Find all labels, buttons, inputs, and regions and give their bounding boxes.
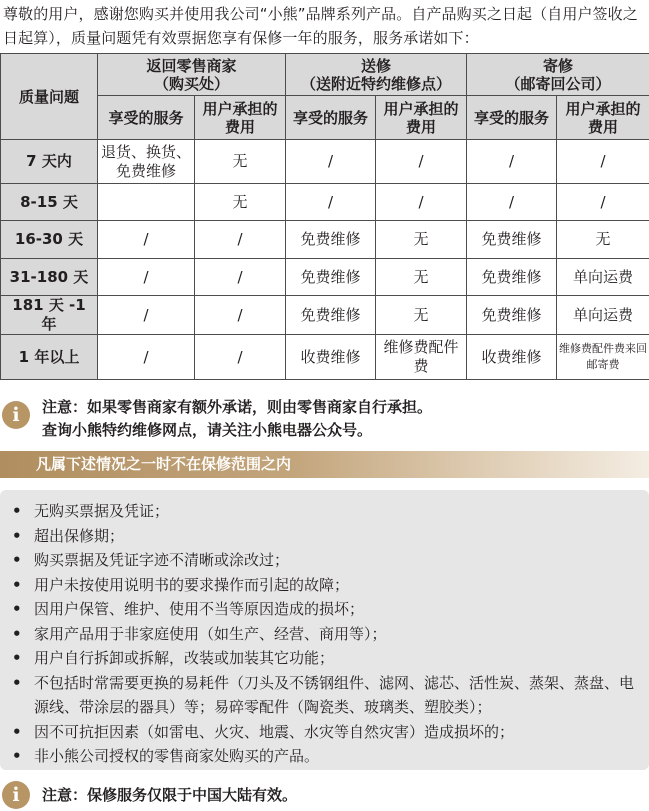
table-row bbox=[1, 221, 649, 259]
table-cell bbox=[98, 184, 195, 221]
list-item-text: 不包括时常需要更换的易耗件（刀头及不锈钢组件、滤网、滤芯、活性炭、蒸架、蒸盘、电源线、带涂层的器具）等；易碎零配件（陶瓷类、玻璃类、塑胶类）； bbox=[34, 673, 635, 716]
table-cell: 维修费配件费来回邮寄费 bbox=[557, 335, 649, 380]
bullet-icon: • bbox=[12, 526, 22, 545]
group-subtitle: （购买处） bbox=[154, 74, 230, 93]
list-item-text: 家用产品用于非家庭使用（如生产、经营、商用等）； bbox=[34, 624, 387, 643]
corner-label: 质量问题 bbox=[1, 54, 98, 140]
subheader-cell: 用户承担的费用 bbox=[195, 96, 286, 140]
table-cell: / bbox=[98, 221, 195, 259]
subheader-cell: 享受的服务 bbox=[98, 96, 195, 140]
table-cell: / bbox=[195, 296, 286, 335]
table-cell: 免费维修 bbox=[286, 259, 376, 296]
subheader-cell: 用户承担的费用 bbox=[376, 96, 467, 140]
list-item bbox=[12, 573, 644, 598]
table-cell: 无 bbox=[376, 221, 467, 259]
group-title: 送修 bbox=[361, 56, 392, 75]
list-item bbox=[12, 744, 644, 769]
list-item bbox=[12, 499, 644, 524]
list-item-text: 非小熊公司授权的零售商家处购买的产品。 bbox=[34, 747, 320, 765]
info-icon: i bbox=[2, 781, 30, 809]
table-row bbox=[1, 140, 649, 184]
table-cell: / bbox=[467, 184, 557, 221]
subheader-cell: 享受的服务 bbox=[467, 96, 557, 140]
table-cell: / bbox=[376, 184, 467, 221]
warranty-table bbox=[0, 53, 649, 380]
list-item bbox=[12, 646, 644, 671]
list-item-text: 因不可抗拒因素（如雷电、火灾、地震、水灾等自然灾害）造成损坏的； bbox=[34, 722, 515, 741]
note-text bbox=[42, 396, 432, 442]
list-item-text: 用户自行拆卸或拆解，改装或加装其它功能； bbox=[34, 649, 335, 667]
table-cell: / bbox=[467, 140, 557, 184]
table-row bbox=[1, 296, 649, 335]
note-text: 注意：保修服务仅限于中国大陆有效。 bbox=[42, 786, 298, 804]
bullet-icon: • bbox=[12, 624, 22, 643]
bullet-icon: • bbox=[12, 722, 22, 741]
table-subheader-row bbox=[1, 96, 649, 140]
group-title: 返回零售商家 bbox=[146, 56, 237, 75]
table-cell: / bbox=[286, 140, 376, 184]
table-cell: 免费维修 bbox=[467, 221, 557, 259]
list-item-text: 购买票据及凭证字迹不清晰或涂改过； bbox=[34, 551, 290, 569]
note-line: 注意：如果零售商家有额外承诺，则由零售商家自行承担。 bbox=[42, 398, 433, 416]
row-label: 181 天 -1 年 bbox=[1, 296, 98, 335]
bullet-icon: • bbox=[12, 649, 22, 667]
table-cell: / bbox=[195, 335, 286, 380]
table-cell: 免费维修 bbox=[286, 221, 376, 259]
table-cell: 单向运费 bbox=[557, 259, 649, 296]
intro-paragraph: 尊敬的用户，感谢您购买并使用我公司“小熊”品牌系列产品。自产品购买之日起（自用户签收之日起算），质量问题凭有效票据您享有保修一年的服务，服务承诺如下： bbox=[3, 5, 638, 47]
table-cell: 无 bbox=[557, 221, 649, 259]
table-row bbox=[1, 184, 649, 221]
table-cell: 无 bbox=[376, 259, 467, 296]
bullet-icon: • bbox=[12, 502, 22, 520]
list-item-text: 超出保修期； bbox=[34, 526, 125, 545]
exclusions-list bbox=[12, 499, 644, 769]
group-subtitle: （送附近特约维修点） bbox=[301, 74, 452, 93]
table-cell: / bbox=[98, 259, 195, 296]
subheader-cell: 用户承担的费用 bbox=[557, 96, 649, 140]
row-label: 16-30 天 bbox=[1, 221, 98, 259]
list-item bbox=[12, 622, 644, 647]
row-label: 31-180 天 bbox=[1, 259, 98, 296]
row-label: 7 天内 bbox=[1, 140, 98, 184]
table-cell: / bbox=[376, 140, 467, 184]
group-header-repair-center bbox=[286, 54, 467, 96]
group-header-mail-in bbox=[467, 54, 649, 96]
group-title: 寄修 bbox=[543, 56, 574, 75]
exclusions-heading-band bbox=[0, 451, 649, 478]
table-cell: 免费维修 bbox=[286, 296, 376, 335]
list-item bbox=[12, 597, 644, 622]
list-item bbox=[12, 548, 644, 573]
table-cell: 免费维修 bbox=[467, 296, 557, 335]
list-item-text: 无购买票据及凭证； bbox=[34, 502, 170, 520]
bullet-icon: • bbox=[12, 673, 22, 692]
table-cell: 无 bbox=[376, 296, 467, 335]
table-cell: 单向运费 bbox=[557, 296, 649, 335]
table-header-row bbox=[1, 54, 649, 96]
table-cell: 收费维修 bbox=[467, 335, 557, 380]
table-cell: / bbox=[557, 140, 649, 184]
table-cell: 退货、换货、免费维修 bbox=[98, 140, 195, 184]
table-cell: / bbox=[557, 184, 649, 221]
info-icon: i bbox=[2, 401, 30, 429]
table-cell: 收费维修 bbox=[286, 335, 376, 380]
list-item-text: 用户未按使用说明书的要求操作而引起的故障； bbox=[34, 575, 350, 594]
exclusions-panel bbox=[0, 490, 649, 770]
exclusions-title: 凡属下述情况之一时不在保修范围之内 bbox=[36, 455, 292, 473]
table-cell: 无 bbox=[195, 140, 286, 184]
table-cell: / bbox=[98, 296, 195, 335]
list-item bbox=[12, 720, 644, 745]
bullet-icon: • bbox=[12, 600, 22, 618]
table-row bbox=[1, 335, 649, 380]
group-subtitle: （邮寄回公司） bbox=[505, 74, 611, 93]
bullet-icon: • bbox=[12, 575, 22, 594]
list-item bbox=[12, 671, 644, 720]
row-label: 1 年以上 bbox=[1, 335, 98, 380]
region-note bbox=[0, 779, 649, 811]
table-cell: / bbox=[195, 259, 286, 296]
subheader-cell: 享受的服务 bbox=[286, 96, 376, 140]
table-cell: / bbox=[286, 184, 376, 221]
group-header-retailer bbox=[98, 54, 286, 96]
table-cell: 无 bbox=[195, 184, 286, 221]
table-cell: 维修费配件费 bbox=[376, 335, 467, 380]
list-item-text: 因用户保管、维护、使用不当等原因造成的损坏； bbox=[34, 600, 365, 618]
list-item bbox=[12, 524, 644, 549]
bullet-icon: • bbox=[12, 747, 22, 765]
retailer-note bbox=[0, 396, 649, 444]
table-row bbox=[1, 259, 649, 296]
table-cell: / bbox=[98, 335, 195, 380]
row-label: 8-15 天 bbox=[1, 184, 98, 221]
note-line: 查询小熊特约维修网点，请关注小熊电器公众号。 bbox=[42, 421, 373, 439]
bullet-icon: • bbox=[12, 551, 22, 569]
table-cell: 免费维修 bbox=[467, 259, 557, 296]
table-cell: / bbox=[195, 221, 286, 259]
